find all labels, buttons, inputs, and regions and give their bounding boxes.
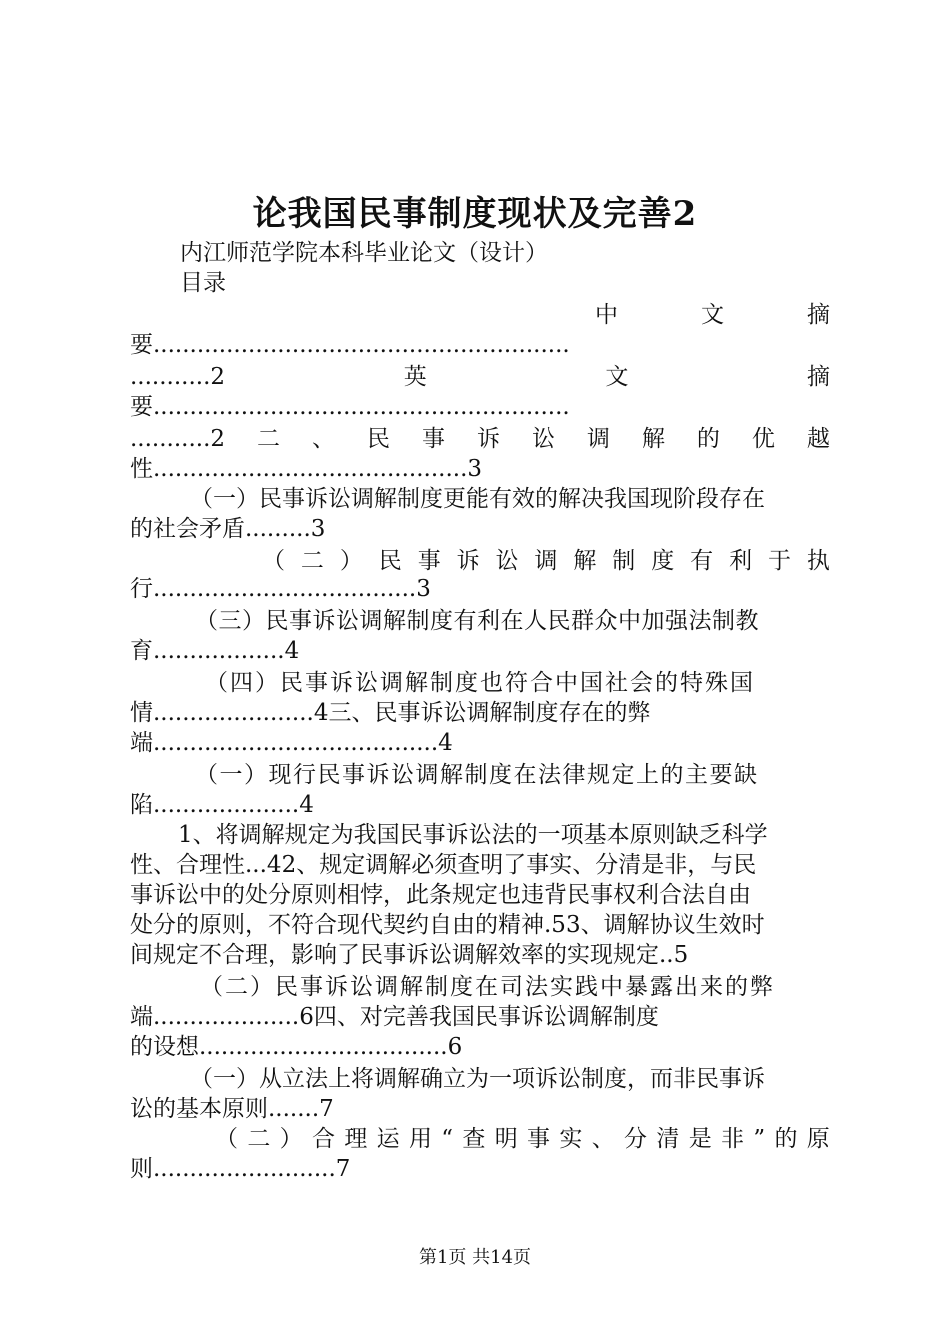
toc-char: ） (339, 548, 363, 574)
toc-char: 合 (311, 1126, 335, 1152)
toc-line-21: 处分的原则，不符合现代契约自由的精神.53、调解协议生效时 (130, 912, 765, 938)
toc-char: ） (279, 1126, 303, 1152)
toc-char: ” (753, 1126, 766, 1152)
toc-line-25: 的设想..................................6 (130, 1034, 463, 1060)
toc-char: 文 (605, 364, 629, 390)
toc-char: 民 (378, 548, 402, 574)
toc-line-15: 端.......................................4 (130, 730, 453, 756)
toc-line-13: （四）民事诉讼调解制度也符合中国社会的特殊国 (205, 670, 755, 696)
toc-char: 运 (376, 1126, 400, 1152)
toc-line-6: 性...........................................3 (130, 456, 483, 482)
toc-char: 的 (774, 1126, 798, 1152)
toc-char: 诉 (456, 548, 480, 574)
toc-char: 事 (422, 426, 445, 452)
toc-char: 分 (624, 1126, 648, 1152)
toc-line-23: （二）民事诉讼调解制度在司法实践中暴露出来的弊 (200, 974, 775, 1000)
toc-line-17: 陷....................4 (130, 792, 314, 818)
toc-char: 度 (651, 548, 675, 574)
toc-char: 实 (559, 1126, 583, 1152)
toc-line-1 (595, 300, 830, 330)
toc-char: 优 (751, 426, 775, 452)
toc-line-24: 端....................6四、对完善我国民事诉讼调解制度 (130, 1004, 659, 1030)
toc-line-16: （一）现行民事诉讼调解制度在法律规定上的主要缺 (195, 762, 759, 788)
toc-line-4: 要......................................................... (130, 394, 570, 420)
toc-char: 制 (612, 548, 636, 574)
toc-char: 诉 (476, 426, 500, 452)
toc-char: 用 (408, 1126, 432, 1152)
toc-char: 事 (527, 1126, 551, 1152)
toc-line-20: 事诉讼中的处分原则相悖，此条规定也违背民事权利合法自由 (130, 882, 751, 908)
toc-char: 讼 (531, 426, 555, 452)
toc-char: 民 (367, 426, 391, 452)
toc-char: 越 (806, 426, 830, 452)
toc-line-22: 间规定不合理，影响了民事诉讼调解效率的实现规定..5 (130, 942, 689, 968)
toc-char: （ (262, 548, 285, 574)
toc-line-19: 性、合理性...42、规定调解必须查明了事实、分清是非，与民 (130, 852, 757, 878)
toc-char: 清 (656, 1126, 680, 1152)
toc-line-7: （一）民事诉讼调解制度更能有效的解决我国现阶段存在 (190, 486, 765, 512)
toc-char: 有 (690, 548, 714, 574)
toc-line-3 (130, 362, 830, 392)
toc-char: 执 (806, 548, 830, 574)
toc-char: 英 (403, 364, 427, 390)
toc-char: 解 (573, 548, 597, 574)
toc-char: 非 (721, 1126, 745, 1152)
toc-char: 原 (806, 1126, 830, 1152)
toc-char: 二 (300, 548, 324, 574)
toc-line-9 (262, 546, 830, 576)
toc-line-5 (130, 424, 830, 454)
toc-char: 查 (462, 1126, 486, 1152)
toc-char: 解 (641, 426, 665, 452)
toc-char: 、 (591, 1126, 615, 1152)
toc-line-12: 育..................4 (130, 638, 300, 664)
toc-line-10: 行....................................3 (130, 576, 431, 602)
toc-line-11: （三）民事诉讼调解制度有利在人民群众中加强法制教 (195, 608, 759, 634)
toc-line-26: （一）从立法上将调解确立为一项诉讼制度，而非民事诉 (190, 1066, 765, 1092)
toc-line-2: 要......................................................... (130, 332, 570, 358)
toc-char: 摘 (806, 364, 830, 390)
toc-char: 、 (312, 426, 336, 452)
toc-char: 理 (344, 1126, 368, 1152)
subtitle: 内江师范学院本科毕业论文（设计） (180, 240, 548, 266)
toc-char: （ (215, 1126, 238, 1152)
page-footer: 第1页 共14页 (418, 1247, 532, 1268)
toc-char: 利 (729, 548, 753, 574)
toc-heading: 目录 (180, 270, 226, 296)
toc-char: 是 (688, 1126, 712, 1152)
toc-char: 二 (257, 426, 281, 452)
toc-char: 文 (701, 302, 724, 328)
toc-char: 中 (595, 302, 618, 328)
toc-char: 讼 (495, 548, 519, 574)
toc-char: “ (441, 1126, 454, 1152)
toc-line-28 (215, 1124, 830, 1154)
toc-char: 事 (417, 548, 441, 574)
toc-char: ...........2 (130, 364, 226, 390)
toc-char: 调 (586, 426, 610, 452)
toc-char: 摘 (807, 302, 830, 328)
toc-char: 调 (534, 548, 558, 574)
toc-char: 明 (494, 1126, 518, 1152)
document-title: 论我国民事制度现状及完善2 (252, 194, 698, 234)
toc-char: 于 (767, 548, 791, 574)
toc-char: ...........2 (130, 426, 226, 452)
toc-line-14: 情......................4三、民事诉讼调解制度存在的弊 (130, 700, 651, 726)
toc-line-18: 1、将调解规定为我国民事诉讼法的一项基本原则缺乏科学 (178, 822, 768, 848)
toc-line-27: 讼的基本原则.......7 (130, 1096, 334, 1122)
toc-char: 的 (696, 426, 720, 452)
toc-line-29: 则.........................7 (130, 1156, 351, 1182)
toc-char: 二 (247, 1126, 271, 1152)
toc-line-8: 的社会矛盾.........3 (130, 516, 326, 542)
